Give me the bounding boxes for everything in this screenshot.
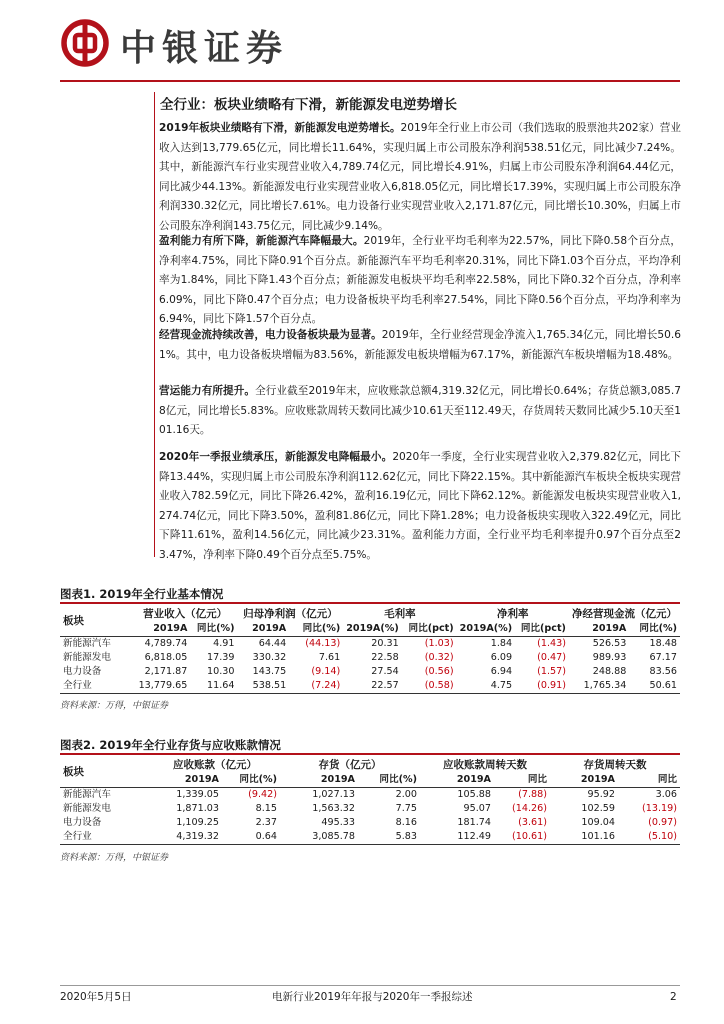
row-label: 全行业 — [60, 679, 133, 694]
table-cell: (3.61) — [518, 817, 547, 828]
table-row — [60, 802, 680, 816]
table-cell: 22.57 — [343, 679, 402, 694]
table-cell: 95.92 — [587, 789, 615, 800]
table-cell: 67.17 — [649, 652, 677, 663]
sub-header: 2019A — [133, 622, 191, 637]
table-1-body — [60, 637, 680, 694]
sub-header: 同比(%) — [190, 622, 237, 637]
sub-header: 同比(pct) — [515, 622, 569, 637]
paragraph-text: 2019年全行业上市公司（我们选取的股票池共202家）营业收入达到13,779.65亿元，同比增长11.64%，实现归属上市公司股东净利润538.51亿元，同比减少7.24%。其中，新能源汽车行业实现营业收入4,789.74亿元，同比增长4.91%，归属上市公司股东净利润64.44亿元，同比减少44.13%。新能源发电行业实现营业收入6,818.05亿元，同比增长17.39%，实现归属上市公司股东净利润330.32亿元，同比增长7.61%。电力设备行业实现营业收入2,171.87亿元，同比增长10.30%，归属上市公司股东净利润143.75亿元，同比减少9.14%。 — [159, 122, 681, 232]
paragraph-operations — [159, 382, 681, 441]
table-cell: 1,871.03 — [176, 803, 219, 814]
brand-name: 中银证券 — [120, 27, 289, 69]
page-header — [60, 18, 680, 76]
row-label: 新能源汽车 — [63, 638, 111, 649]
table-cell: (13.19) — [642, 803, 677, 814]
group-header: 毛利率 — [384, 607, 416, 620]
table-cell: 22.58 — [371, 652, 399, 663]
table-cell: (1.57) — [537, 666, 566, 677]
figure-1-source: 资料来源：万得，中银证券 — [60, 701, 169, 711]
table-cell: 7.61 — [318, 652, 341, 663]
table-row — [60, 830, 680, 845]
table-cell: (9.42) — [248, 789, 277, 800]
table-row — [60, 651, 680, 665]
row-label: 新能源发电 — [63, 803, 111, 814]
paragraph-lead: 2020年一季报业绩承压，新能源发电降幅最小。 — [159, 451, 393, 463]
table-cell: 101.16 — [550, 830, 618, 845]
table-cell: 989.93 — [592, 652, 627, 663]
table-cell: 1,027.13 — [312, 789, 355, 800]
sub-header: 2019A — [569, 622, 629, 637]
table-row — [60, 665, 680, 679]
table-cell: 17.39 — [207, 652, 235, 663]
page-number: 2 — [670, 991, 677, 1003]
table-cell: 1,765.34 — [569, 679, 629, 694]
figure-2-title: 图表2. 2019年全行业存货与应收账款情况 — [60, 738, 281, 752]
group-header: 应收账款周转天数 — [443, 758, 527, 771]
table-cell: 7.75 — [395, 803, 417, 814]
table-cell: (7.24) — [289, 679, 343, 694]
table-cell: 4.91 — [213, 638, 235, 649]
sub-header: 同比(pct) — [402, 622, 457, 637]
group-header: 存货（亿元） — [318, 758, 382, 771]
table-cell: 1,109.25 — [176, 817, 219, 828]
table-cell: (7.88) — [518, 789, 547, 800]
footer-report-title: 电新行业2019年年报与2020年一季报综述 — [272, 991, 473, 1003]
table-cell: 4.75 — [457, 679, 516, 694]
table-cell: (1.43) — [537, 638, 566, 649]
sub-header: 2019A — [280, 773, 358, 788]
sub-header: 2019A — [420, 773, 494, 788]
table-basic-situation — [60, 605, 680, 694]
sub-header: 2019A — [550, 773, 618, 788]
table-cell: 112.49 — [420, 830, 494, 845]
table-cell: 526.53 — [592, 638, 627, 649]
table-cell: 1.84 — [490, 638, 513, 649]
bank-of-china-logo-icon — [60, 18, 110, 68]
table-cell: 102.59 — [581, 803, 615, 814]
sub-header: 同比(%) — [358, 773, 420, 788]
row-header-label: 板块 — [60, 605, 133, 637]
table-cell: 2.00 — [395, 789, 417, 800]
sub-header: 同比(%) — [289, 622, 343, 637]
row-label: 电力设备 — [63, 817, 102, 828]
header-divider — [60, 80, 680, 82]
table-cell: (10.61) — [494, 830, 550, 845]
table-cell: 109.04 — [581, 817, 615, 828]
table-cell: 3.06 — [655, 789, 677, 800]
table-cell: (0.97) — [648, 817, 677, 828]
table-cell: 2.37 — [255, 817, 277, 828]
table-cell: 27.54 — [371, 666, 399, 677]
sub-header: 2019A — [238, 622, 290, 637]
table-cell: 50.61 — [629, 679, 680, 694]
table-cell: 6,818.05 — [144, 652, 188, 663]
table-cell: (1.03) — [424, 638, 454, 649]
group-header: 净经营现金流（亿元） — [571, 607, 677, 620]
table-cell: 1,339.05 — [176, 789, 219, 800]
table-cell: 0.64 — [222, 830, 280, 845]
table-cell: 248.88 — [592, 666, 627, 677]
paragraph-overview — [159, 119, 681, 237]
group-header: 营业收入（亿元） — [143, 607, 228, 620]
paragraph-lead: 2019年板块业绩略有下滑，新能源发电逆势增长。 — [159, 122, 401, 134]
table-cell: 6.09 — [490, 652, 513, 663]
paragraph-q1-2020 — [159, 448, 681, 566]
row-label: 全行业 — [60, 830, 150, 845]
table-cell: 181.74 — [457, 817, 491, 828]
table-cell: (0.91) — [515, 679, 569, 694]
paragraph-text: 2020年一季度，全行业实现营业收入2,379.82亿元，同比下降13.44%，实现归属上市公司股东净利润112.62亿元，同比下降22.15%。其中新能源汽车板块全板块实现营业收入782.59亿元，同比下降26.42%，盈利16.19亿元，同比下降62.12%。新能源发电板块实现营业收入1,274.74亿元，同比下降3.50%，盈利81.86亿元，同比下降1.28%；电力设备板块实现收入322.49亿元，同比下降11.61%，盈利14.56亿元，同比减少23.31%。盈利能力方面，全行业平均毛利率提升0.97个百分点至23.47%，净利率下降0.49个百分点至5.75%。 — [159, 451, 681, 561]
row-label: 电力设备 — [63, 666, 102, 677]
table-cell: (5.10) — [618, 830, 680, 845]
paragraph-profitability — [159, 232, 681, 330]
sub-header: 2019A(%) — [343, 622, 402, 637]
table-cell: 5.83 — [358, 830, 420, 845]
figure-1-title: 图表1. 2019年全行业基本情况 — [60, 587, 224, 601]
table-cell: 95.07 — [463, 803, 491, 814]
table-cell: 330.32 — [252, 652, 287, 663]
table-cell: 4,789.74 — [144, 638, 188, 649]
group-header: 净利率 — [497, 607, 529, 620]
group-header: 归母净利润（亿元） — [243, 607, 338, 620]
paragraph-lead: 经营现金流持续改善，电力设备板块最为显著。 — [159, 329, 382, 341]
group-header: 应收账款（亿元） — [173, 758, 257, 771]
table-cell: 64.44 — [258, 638, 287, 649]
table-cell: (9.14) — [311, 666, 341, 677]
table-cell: 83.56 — [649, 666, 677, 677]
table-cell: 11.64 — [190, 679, 237, 694]
table-cell: 3,085.78 — [280, 830, 358, 845]
table-cell: (0.58) — [402, 679, 457, 694]
paragraph-lead: 盈利能力有所下降，新能源汽车降幅最大。 — [159, 235, 364, 247]
table-cell: 143.75 — [252, 666, 287, 677]
sub-header: 同比 — [494, 773, 550, 788]
sub-header: 同比 — [618, 773, 680, 788]
sub-header: 2019A — [150, 773, 222, 788]
row-label: 新能源汽车 — [63, 789, 111, 800]
table-cell: 2,171.87 — [144, 666, 188, 677]
table-cell: 6.94 — [490, 666, 513, 677]
table-2-body — [60, 788, 680, 845]
paragraph-cashflow — [159, 326, 681, 365]
sub-header: 同比(%) — [222, 773, 280, 788]
section-accent-line — [154, 92, 155, 557]
table-cell: (0.47) — [537, 652, 566, 663]
table-cell: (0.32) — [424, 652, 454, 663]
table-cell: 1,563.32 — [312, 803, 355, 814]
table-cell: 10.30 — [207, 666, 235, 677]
row-label: 新能源发电 — [63, 652, 111, 663]
table-row — [60, 788, 680, 803]
sub-header: 同比(%) — [629, 622, 680, 637]
paragraph-text: 2019年，全行业平均毛利率为22.57%，同比下降0.58个百分点，净利率4.75%，同比下降0.91个百分点。新能源汽车平均毛利率20.31%，同比下降1.03个百分点，平均净利率为1.84%，同比下降1.43个百分点；新能源发电板块平均毛利率22.58%，同比下降0.32个百分点，净利率6.09%，同比下降0.47个百分点；电力设备板块平均毛利率27.54%，同比下降0.56个百分点，平均净利率为6.94%，同比下降1.57个百分点。 — [159, 235, 681, 326]
paragraph-lead: 营运能力有所提升。 — [159, 385, 256, 397]
footer-divider — [60, 985, 680, 986]
table-cell: (0.56) — [424, 666, 454, 677]
footer-date: 2020年5月5日 — [60, 991, 132, 1003]
table-cell: 13,779.65 — [133, 679, 191, 694]
table-cell: 495.33 — [321, 817, 355, 828]
table-cell: 4,319.32 — [150, 830, 222, 845]
table-row — [60, 816, 680, 830]
table-cell: 538.51 — [238, 679, 290, 694]
paragraph-text: 全行业截至2019年末，应收账款总额4,319.32亿元，同比增长0.64%；存货总额3,085.78亿元，同比增长5.83%。应收账款周转天数同比减少10.61天至112.49天，存货周转天数同比减少5.10天至101.16天。 — [159, 385, 681, 437]
figure-2-source: 资料来源：万得，中银证券 — [60, 853, 169, 863]
table-row — [60, 637, 680, 652]
table-inventory-receivables — [60, 756, 680, 845]
section-title: 全行业：板块业绩略有下滑，新能源发电逆势增长 — [160, 97, 457, 113]
table-cell: 105.88 — [457, 789, 491, 800]
figure-2-rule — [60, 753, 680, 755]
figure-1-rule — [60, 602, 680, 604]
table-cell: 20.31 — [371, 638, 399, 649]
table-row — [60, 679, 680, 694]
table-cell: 18.48 — [649, 638, 677, 649]
table-cell: (44.13) — [305, 638, 341, 649]
group-header: 存货周转天数 — [583, 758, 647, 771]
table-cell: (14.26) — [512, 803, 547, 814]
sub-header: 2019A(%) — [457, 622, 516, 637]
row-header-label: 板块 — [60, 756, 150, 788]
table-cell: 8.15 — [255, 803, 277, 814]
table-cell: 8.16 — [395, 817, 417, 828]
paragraph-text: 2019年，全行业经营现金净流入1,765.34亿元，同比增长50.61%。其中，电力设备板块增幅为83.56%，新能源发电板块增幅为67.17%，新能源汽车板块增幅为18.48%。 — [159, 329, 681, 361]
